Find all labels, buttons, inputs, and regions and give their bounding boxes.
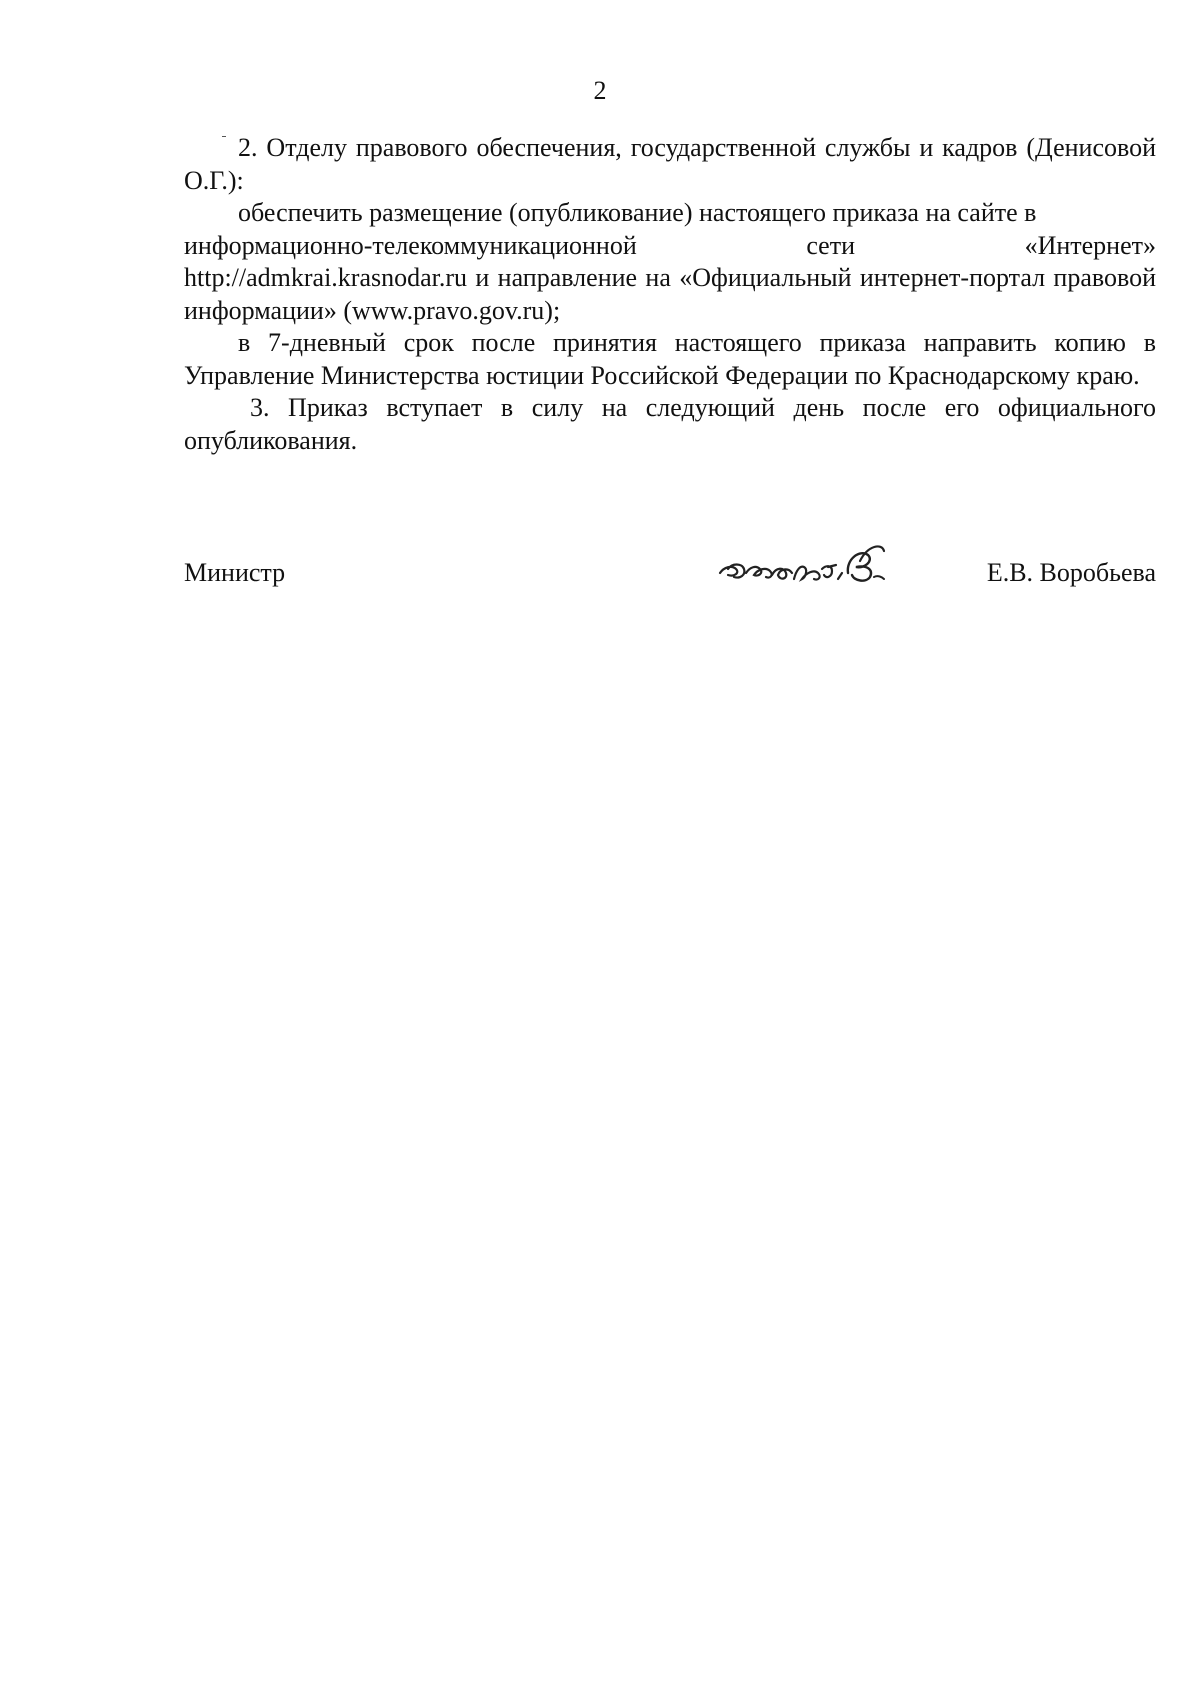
paragraph-2: 2. Отделу правового обеспечения, государственной службы и кадров (Денисовой О.Г.): <box>184 133 1156 195</box>
publication-line-2 <box>184 230 1156 263</box>
paragraph-publication <box>184 197 1156 327</box>
paragraph-ministry-copy: в 7-дневный срок после принятия настоящего приказа направить копию в Управление Министерства юстиции Российской Федерации по Краснодарскому краю. <box>184 328 1156 390</box>
publication-line-1: обеспечить размещение (опубликование) настоящего приказа на сайте в <box>238 198 1037 227</box>
publication-word-network-type: информационно-телекоммуникационной <box>184 230 637 260</box>
publication-continuation: http://admkrai.krasnodar.ru и направление на «Официальный интернет-портал правовой информации» (www.pravo.gov.ru); <box>184 263 1156 325</box>
page-number: 2 <box>593 76 607 105</box>
document-body <box>184 132 1156 457</box>
publication-word-network: сети <box>806 230 855 260</box>
paragraph-3: 3. Приказ вступает в силу на следующий день после его официального опубликования. <box>184 393 1156 455</box>
handwritten-signature <box>714 539 944 591</box>
publication-word-internet: «Интернет» <box>1024 230 1156 260</box>
signature-block <box>184 545 1156 605</box>
signer-name: Е.В. Воробьева <box>986 558 1156 587</box>
position-title: Министр <box>184 558 286 587</box>
